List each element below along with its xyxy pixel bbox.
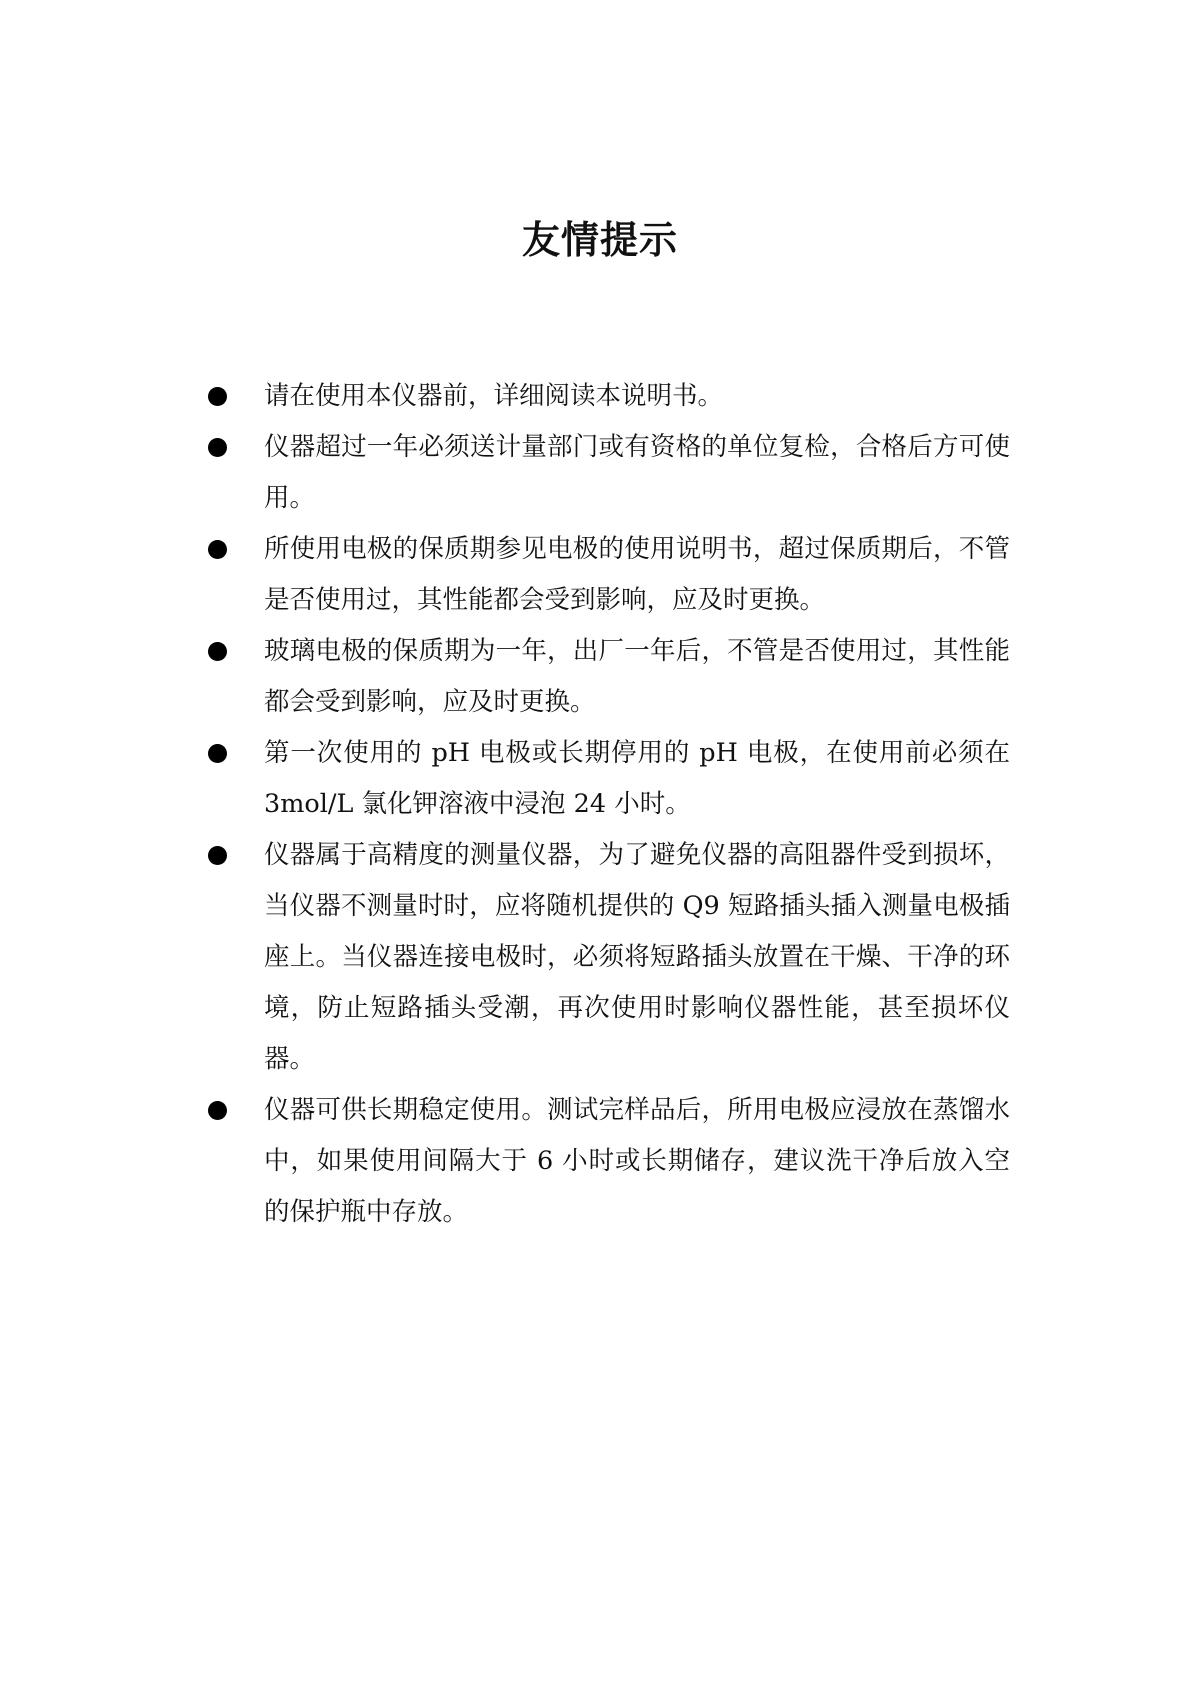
list-item xyxy=(208,524,1010,626)
list-item xyxy=(208,728,1010,830)
page-title: 友情提示 xyxy=(521,218,678,262)
tip-text: 玻璃电极的保质期为一年，出厂一年后，不管是否使用过，其性能都会受到影响，应及时更换。 xyxy=(264,636,1010,717)
tips-list xyxy=(208,371,1010,1238)
bullet-icon xyxy=(208,642,227,661)
bullet-icon xyxy=(208,438,227,457)
tip-text: 请在使用本仪器前，详细阅读本说明书。 xyxy=(264,381,724,411)
bullet-icon xyxy=(208,387,227,406)
list-item xyxy=(208,830,1010,1085)
list-item xyxy=(208,371,1010,422)
tip-text: 仪器属于高精度的测量仪器，为了避免仪器的高阻器件受到损坏，当仪器不测量时时，应将随机提供的 Q9 短路插头插入测量电极插座上。当仪器连接电极时，必须将短路插头放置在干燥、干净的环境，防止短路插头受潮，再次使用时影响仪器性能，甚至损坏仪器。 xyxy=(264,840,1010,1074)
tip-text: 仪器超过一年必须送计量部门或有资格的单位复检，合格后方可使用。 xyxy=(264,432,1010,513)
bullet-icon xyxy=(208,846,227,865)
list-item xyxy=(208,626,1010,728)
bullet-icon xyxy=(208,744,227,763)
list-item xyxy=(208,1085,1010,1238)
bullet-icon xyxy=(208,1101,227,1120)
tip-text: 仪器可供长期稳定使用。测试完样品后，所用电极应浸放在蒸馏水中，如果使用间隔大于 6 小时或长期储存，建议洗干净后放入空的保护瓶中存放。 xyxy=(264,1095,1010,1227)
tip-text: 所使用电极的保质期参见电极的使用说明书，超过保质期后，不管是否使用过，其性能都会受到影响，应及时更换。 xyxy=(264,534,1010,615)
list-item xyxy=(208,422,1010,524)
bullet-icon xyxy=(208,540,227,559)
tip-text: 第一次使用的 pH 电极或长期停用的 pH 电极，在使用前必须在 3mol/L 氯化钾溶液中浸泡 24 小时。 xyxy=(264,738,1010,819)
